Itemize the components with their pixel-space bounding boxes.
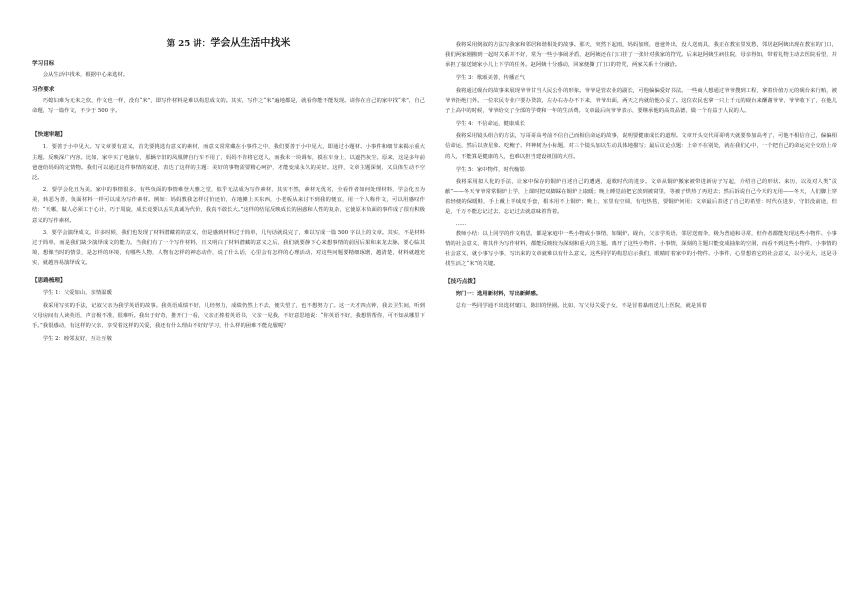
student-heading: 学生 5：家中物件，时代缩影 (455, 166, 525, 173)
paragraph: 2．要学会化丑为美。家中的事情很多，有些负面的事情难登大雅之堂，似乎无法成为写作素材，其实不然，素材无优劣，全看作者如何处理材料，学会化丑为美，转恶为善，负面材料一样可以成为写作素材。例如：妈妈教我怎样讨价还价，在地摊上买东西，小老板从来讨不到我的便宜，用一个人称作文，可以用感叹作结：“天哪，做人必须工于心计，巧于周旋，成长竟要以丢失真诚为代价，我真不敢长大。”这样的结尾反映成长的困惑和人性的复杂，它使原本负面的事件成了很有积极意义的写作素材。 (32, 187, 425, 224)
teacher-summary: 教师小结：以上同学的作文构思，都是家庭中一些小物或小事情，如铜炉、砚台，父亲学英语，邻居送雨伞，极为普通和寻常，但作者都能发现这些小物件、小事情的社会意义，将其作为写作材料，都能反映较为深刻和重大的主题。离开了这些小物件、小事情，深刻的主题只能变成抽象的空洞，而看不到这些小物件、小事情的社会意义，就小事写小事，写出来的文章就难以有什么意义。这些同学的构思启示我们，眼睛盯着家中的小物件、小事件，心里想着它的社会意义，以小见大，这是寻找生活之“米”的关键。 (445, 230, 837, 267)
section-tips: 【技巧点拨】 (445, 279, 479, 286)
student-heading: 学生 4：不信命运，健康成长 (455, 121, 525, 128)
ellipsis: …… (455, 220, 467, 227)
paragraph: 我采用写实的手法，记叙父亲为我学英语的故事。我英语成绩不好，几经努力，成绩仍然上不去，便失望了，也不想努力了。这一天才四点钟，我去卫生间，听到父母房间有人读英语，声音极不准，很难听。我出于好奇，推开门一看，父亲正捧着英语书，父亲一见我，不好意思地说：“你英语不好，我想帮帮你，可不知从哪里下手。”我很感动，有这样的父亲，享受着这样的关爱，我还有什么理由不好好学习，什么样的困难不能克服呢？ (32, 302, 425, 329)
right-column (445, 40, 837, 313)
section-idea-outline: 【思路梳理】 (32, 278, 66, 285)
paragraph: 总有一些同学通不出选材窠臼，陈旧的怪圈。比如，写父母关爱子女，不是冒着暴雨送儿上医院，就是顶着 (455, 303, 707, 310)
goal-text: 会从生活中找米，根据中心来选材。 (42, 72, 129, 78)
student-heading: 学生 2：睦邻友好，互让互敬 (42, 335, 112, 342)
paragraph: 3．要学会演绎成文。许多时候，我们也发现了材料潜藏着的意义，但是感到材料过于简单，几句话就说完了，难以写成一篇 500 字以上的文章。其实，不是材料过于简单，而是我们缺少演绎成文的能力。当我们有了一个写作材料，且又明白了材料潜藏的意义之后，我们就要静下心来想事情的前因后果和来龙去脉，要心临其境，想像当时的情景，是怎样的环境，有哪些人物，人物有怎样的神态动作，说了什么话，心里会有怎样的心理活动，对这些问题要精细琢磨，越清楚，材料就越充实，就越容易演绎成文。 (32, 229, 425, 267)
paragraph: 1．要善于小中见大。写文章要有意义，首先要挑选有意义的素材，而意义常常藏在小事件之中，我们要善于小中见大，即通过小题材、小事件和细节来揭示重大主题、反映深广内容。比如，家中买了电脑车，那辆辛旧的凤凰牌自行车不用了，妈妈不肯将它送人，而我未一块调布，摸在车身上，以遮挡灰尘。原来，这是多年前爸爸给妈妈的定情物。我们可以通过这件事情的叙述，表达了这样的主题：美好的事物需要精心呵护，才能变成永久的美好。这样，文章主题深刻，又具体生动不空泛。 (32, 144, 425, 181)
paragraph: 我将采用倒叙的方法写我家和邻居和谐相处的故事。那天，突然下起雨，妈妈加班，爸爸外出，没人送雨具，我正在教室里发愁，邻居赵阿姨出现在教室的门口，我们两家刚搬到一起时关系并不好，常为一些小事闹矛盾，赵阿姨还在门口挂了一张针对我家的符咒。后来赵阿姨生病住院，母亲得知，带着礼物主动去医院看望，并承担了接送她家小儿上下学的任务。赵阿姨十分感动，回家便撕了门口的符咒，两家关系十分融洽。 (445, 42, 837, 69)
paragraph: 我将采用镜头组合的方法，写哥哥高考前不信自己而相信命运的故事，说明要健康成长的道理。文章开头交代哥哥明天就要参加高考了，可他不相信自己，偏偏相信命运，然后以查星象、吃鲍子、拜神树为小标题，对三个镜头加以生动具体地描写；最后议论点题：上帝不在别处，就在我们心中，一个把自己的命运完全交给上帝的人，不能算是健康的人，也难以担当建设祖国的大任。 (445, 133, 837, 160)
student-heading: 学生 1：父爱如山，亲情温暖 (42, 290, 112, 297)
tip-heading: 窍门一：选用新材料，写出新鲜感。 (455, 291, 542, 298)
lesson-title: 学会从生活中找米 (210, 38, 291, 49)
section-quick-review: 【快速审题】 (32, 132, 66, 139)
page-title (32, 34, 425, 49)
goal-heading: 学习目标 (32, 61, 55, 67)
lesson-number: 第 25 讲： (166, 39, 211, 49)
paragraph: 我将采用拟人化的手法，让家中保存的铜炉自述自己的遭遇，退歌时代的进步。文章从铜炉搬家被带进新房子写起，介绍自己的形状、来历，以及对人类“贡献”——冬天爷爷常常铜炉上学，上课时把双脚踩在铜炉上取暖；晚上睡觉前把它放到被窝里，等被子烘热了再进去；然后诉说自己今天的无用——冬天，人们脚上穿着轻便的保暖鞋，手上戴上羊绒皮手套，根本用不上铜炉；晚上，室里有空调，有电热毯，要铜炉何用；文章最后表述了自己的希望：时代在进步，守旧没前途，但是，千万不能忘记过去，忘记过去就意味着背着。 (445, 178, 837, 216)
student-heading: 学生 3：歌颂美善，传播正气 (455, 75, 525, 82)
requirement-text: 巧媳妇难为无米之炊，作文也一样，没有“米”，即写作材料是难以构思成文的。其实，写作之“米”遍地都是，就看你能不能发现。请你在自己的家中找“米”，自己命题，写一篇作文，不少于 500 字。 (32, 98, 425, 115)
left-column (32, 34, 425, 346)
paragraph: 我将通过砚台的故事来展现爷爷甘当人民公仆的形象。爷爷是管农业的副长，可他偏偏爱好书法。一些商人想通过爷爷搜到工程，拿着价值万元的砚台来行贿，被爷爷拒绝门外。一位农民专业户要办贷款，左办右办办不下来，爷爷出面，两天之内就给他办妥了。这位农民也拿一只上千元的砚台来酬谢爷爷，爷爷收下了，在他儿子上高中的时候，爷爷给交了全部的学费和一年的生活费。文章最后向爷爷表示，要继承他的高贵品德，做一个有益于人民的人。 (445, 87, 837, 114)
requirement-heading: 习作要求 (32, 87, 55, 94)
